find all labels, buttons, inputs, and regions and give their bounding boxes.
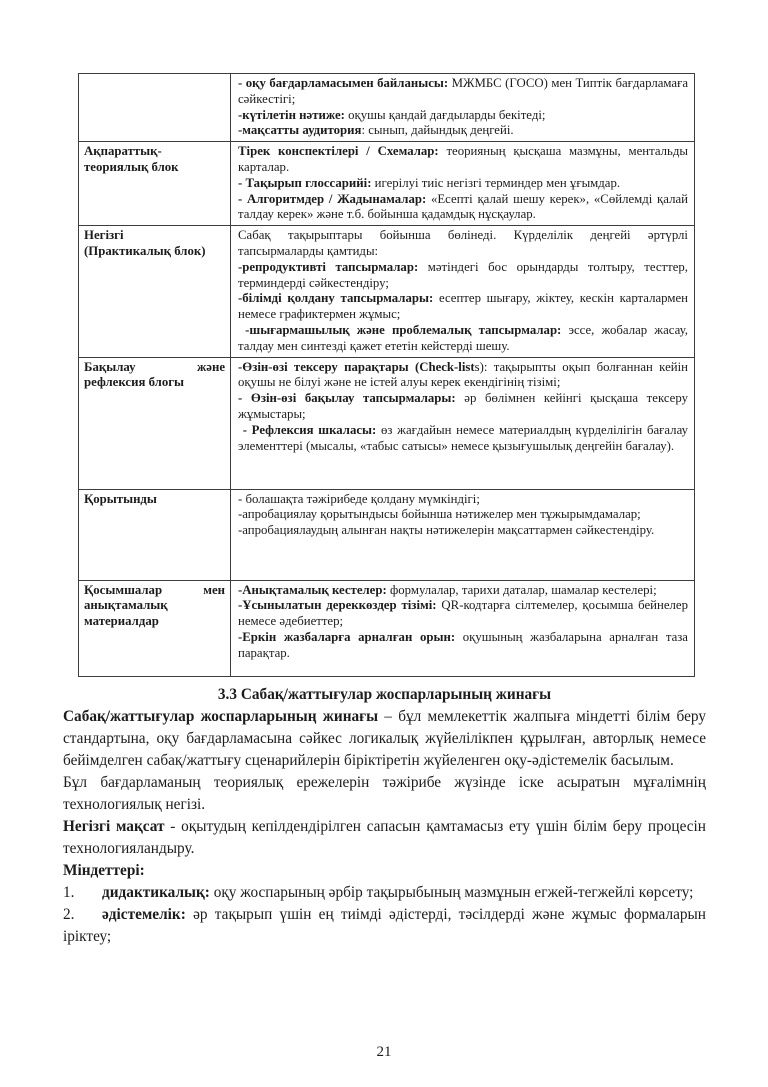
cell-paragraph [238,192,688,224]
bold-text-run: Негізгі мақсат [63,818,165,835]
row-header-line: (Практикалық блок) [84,243,206,258]
text-run: - болашақта тәжірибеде қолдану мүмкіндігі; [238,491,480,506]
row-content-cell [231,142,695,226]
bold-text-run: Тірек конспектілері / Схемалар: [238,144,439,159]
table-row [79,74,695,142]
body-text [63,706,706,948]
row-content-cell [231,489,695,580]
text-run: : сынып, дайындық деңгейі. [361,123,514,138]
text-run: -апробациялау қорытындысы бойынша нәтижелер мен тұжырымдамалар; [238,507,641,522]
bold-text-run: -Еркін жазбаларға арналған орын: [238,629,456,644]
bold-text-run: -Өзін-өзі тексеру парақтары (Check-list [238,359,475,374]
row-header-line: Бақылау және [84,359,225,374]
cell-paragraph [238,360,688,392]
text-run: оқушы қандай дағдыларды бекітеді; [344,107,546,122]
cell-paragraph [238,228,688,260]
section-heading: 3.3 Сабақ/жаттығулар жоспарларының жинағы [217,686,552,703]
text-run: МЖМБС (ГОСО) мен Типтік бағдарламаға сәйкестігі; [238,76,688,106]
cell-paragraph [238,123,688,139]
row-header-cell [79,357,231,489]
cell-paragraph [238,76,688,108]
cell-paragraph [238,630,688,662]
cell-paragraph [238,323,688,355]
row-header-line: теориялық блок [84,159,179,174]
row-header-line: Негізгі [84,228,124,243]
text-run: эссе, жобалар жасау, талдау мен синтезді қажет ететін кейстерді шешу. [238,322,688,353]
text-run: «Есепті қалай шешу керек», «Сөйлемді қалай талдау керек» және т.б. бойынша қадамдық нұсқаулар. [238,191,688,222]
section-3-3 [63,684,706,948]
text-run: Бұл бағдарламаның теориялық ережелерін тәжірибе жүзінде іске асыратын мұғалімнің технологиялық негізі. [63,774,706,813]
row-content-cell [231,357,695,489]
text-run: -апробациялаудың алынған нақты нәтижелерін мақсаттармен сәйкестендіру. [238,523,655,538]
bold-text-run: - Өзін-өзі бақылау тапсырмалары: [238,391,456,406]
bold-text-run: Сабақ/жаттығулар жоспарларының жинағы [63,708,379,725]
bold-text-run: -Ұсынылатын дереккөздер тізімі: [238,598,437,613]
row-content-cell [231,580,695,676]
list-number: 1. [63,884,75,901]
cell-paragraph [238,144,688,176]
row-header-cell [79,74,231,142]
table-row [79,580,695,676]
cell-paragraph [238,291,688,323]
cell-paragraph [238,507,688,523]
row-header-line: материалдар [84,614,159,629]
body-paragraph [63,860,706,882]
bold-text-run: -күтілетін нәтиже: [238,107,345,122]
text-run: теорияның қысқаша мазмұны, ментальды карталар. [238,144,688,174]
bold-text-run: - Рефлексия шкаласы: [238,422,377,437]
cell-paragraph [238,176,688,192]
text-run: Сабақ тақырыптары бойынша бөлінеді. Күрделілік деңгейі әртүрлі тапсырмаларды қамтиды: [238,228,688,258]
table-row [79,489,695,580]
bold-text-run: -репродуктивті тапсырмалар: [238,259,419,274]
body-paragraph [63,882,706,904]
bold-text-run: дидактикалық: [102,884,210,901]
row-content-cell [231,74,695,142]
cell-paragraph [238,523,688,539]
text-run: оқу жоспарының әрбір тақырыбының мазмұнын егжей-тегжейлі көрсету; [209,884,694,901]
row-header-cell [79,580,231,676]
bold-text-run: -мақсатты аудитория [238,123,362,138]
cell-paragraph [238,423,688,455]
row-header-cell [79,489,231,580]
text-run: игерілуі тиіс негізгі терминдер мен ұғымдар. [371,175,621,190]
cell-paragraph [238,391,688,423]
text-run: әр бөлімнен кейінгі қысқаша тексеру жұмыстары; [238,391,688,421]
page-number: 21 [376,1044,392,1060]
bold-text-run: - оқу бағдарламасымен байланысы: [238,76,449,90]
text-run: s): тақырыпты оқып болғаннан кейін оқушы не білуі және не істей алуы керек екендігінің тізімі; [238,359,689,390]
text-run: формулалар, тарихи даталар, шамалар кестелері; [386,582,657,597]
text-run: – бұл мемлекеттік жалпыға міндетті білім беру стандартына, оқу бағдарламасына сәйкес логикалық жүйелілікпен құрылған, авторлық немесе бейімделген сабақ/жаттығу сценарийлерін біріктіретін жүйеленген оқу-әдістемелік басылым. [63,708,706,769]
cell-paragraph [238,583,688,599]
row-header-cell [79,226,231,357]
row-content-cell [231,226,695,357]
row-header-line: Қосымшалар мен [84,582,225,597]
table-row [79,357,695,489]
cell-paragraph [238,598,688,630]
table-row [79,226,695,357]
bold-text-run: Міндеттері: [63,862,145,879]
lesson-structure-table [78,73,695,677]
cell-paragraph [238,492,688,508]
text-run: - оқытудың кепілдендірілген сапасын қамтамасыз ету үшін білім беру процесін технологияландыру. [63,818,706,857]
body-paragraph [63,772,706,816]
text-run: өз жағдайын немесе материалдың күрделілігін бағалау элементтері (мысалы, «табыс сатысы» немесе қызығушылық деңгейін бағалау). [238,422,688,453]
body-paragraph [63,706,706,772]
bold-text-run: әдістемелік: [102,906,186,923]
bold-text-run: - Тақырып глоссарийі: [238,175,372,190]
row-header-line: Ақпараттық- [84,144,162,159]
row-header-line: рефлексия блогы [84,375,185,390]
body-paragraph [63,816,706,860]
cell-paragraph [238,108,688,124]
body-paragraph [63,904,706,948]
text-run: мәтіндегі бос орындарды толтыру, тесттер, терминдерді сәйкестендіру; [238,259,688,290]
text-run: оқушының жазбаларына арналған таза парақтар. [238,629,688,660]
table-row [79,142,695,226]
cell-paragraph [238,260,688,292]
row-header-line: анықтамалық [84,598,168,613]
bold-text-run: -Анықтамалық кестелер: [238,582,387,597]
row-header-cell [79,142,231,226]
row-header-line: Қорытынды [84,491,157,506]
bold-text-run: -шығармашылық және проблемалық тапсырмалар: [238,322,562,337]
text-run: есептер шығару, жіктеу, кескін карталармен немесе графиктермен жұмыс; [238,291,688,322]
text-run: QR-кодтарға сілтемелер, қосымша бейнелер немесе әдебиеттер; [238,598,688,629]
text-run: әр тақырып үшін ең тиімді әдістерді, тәсілдерді және жұмыс формаларын іріктеу; [63,906,706,945]
list-number: 2. [63,906,75,923]
bold-text-run: - Алгоритмдер / Жадынамалар: [238,191,427,206]
bold-text-run: -білімді қолдану тапсырмалары: [238,291,434,306]
